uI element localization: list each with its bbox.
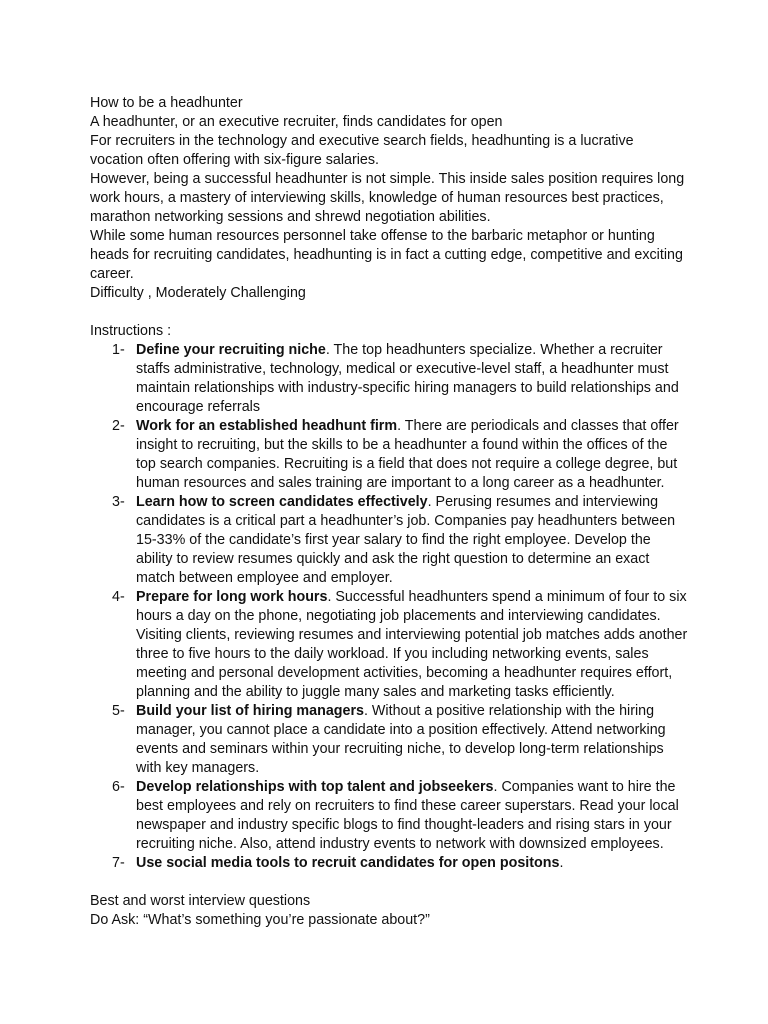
- step-heading: Learn how to screen candidates effectively: [136, 494, 428, 510]
- step-text: . Without a positive relationship with the hiring manager, you cannot place a candidate into a position effectively. Attend networking events and seminars within your recruiting niche, to develop long-term relationships with key managers.: [136, 703, 666, 776]
- step-heading: Work for an established headhunt firm: [136, 418, 398, 434]
- step-number: 2-: [112, 418, 125, 434]
- step-heading: Build your list of hiring managers: [136, 703, 364, 719]
- intro-paragraph: While some human resources personnel take offense to the barbaric metaphor or hunting heads for recruiting candidates, headhunting is in fact a cutting edge, competitive and exciting career.: [90, 228, 683, 282]
- instruction-step: [90, 588, 690, 702]
- step-text: . The top headhunters specialize. Whether a recruiter staffs administrative, technology, medical or executive-level staff, a headhunter must maintain relationships with industry-specific hiring managers to build relationships and encourage referrals: [136, 342, 679, 415]
- section-heading: Best and worst interview questions: [90, 893, 311, 909]
- step-number: 7-: [112, 855, 125, 871]
- spacer: [90, 303, 690, 322]
- difficulty-line: Difficulty , Moderately Challenging: [90, 285, 306, 301]
- step-text: . Companies want to hire the best employees and rely on recruiters to find these career superstars. Read your local newspaper and industry specific blogs to find thought-leaders and rising stars in your recruiting niche. Also, attend industry events to network with downsized employees.: [136, 779, 679, 852]
- instruction-step: [90, 702, 690, 778]
- step-heading: Develop relationships with top talent and jobseekers: [136, 779, 494, 795]
- instruction-step: [90, 778, 690, 854]
- doc-title: How to be a headhunter: [90, 95, 243, 111]
- intro-paragraph: However, being a successful headhunter is not simple. This inside sales position requires long work hours, a mastery of interviewing skills, knowledge of human resources best practices, marathon networking sessions and shrewd negotiation abilities.: [90, 171, 685, 225]
- intro-paragraph: For recruiters in the technology and executive search fields, headhunting is a lucrative vocation often offering with six-figure salaries.: [90, 133, 634, 168]
- step-number: 1-: [112, 342, 125, 358]
- step-text: . There are periodicals and classes that offer insight to recruiting, but the skills to be a headhunter a found within the offices of the top search companies. Recruiting is a field that does not require a college degree, but human resources and sales training are important to a long career as a headhunter.: [136, 418, 679, 491]
- spacer: [90, 873, 690, 892]
- step-text: . Successful headhunters spend a minimum of four to six hours a day on the phone, negotiating job placements and interviewing candidates. Visiting clients, reviewing resumes and interviewing potential job matches adds another three to five hours to the daily workload. If you including networking events, sales meeting and personal development activities, becoming a headhunter requires effort, planning and the ability to juggle many sales and marketing tasks efficiently.: [136, 589, 688, 700]
- instruction-step: [90, 341, 690, 417]
- instruction-step: [90, 417, 690, 493]
- step-text: . Perusing resumes and interviewing candidates is a critical part a headhunter’s job. Companies pay headhunters between 15-33% of the candidate’s first year salary to find the right employee. Develop the ability to review resumes quickly and ask the right question to determine an exact match between employee and employer.: [136, 494, 676, 586]
- step-heading: Define your recruiting niche: [136, 342, 326, 358]
- step-text: .: [559, 855, 564, 871]
- intro-line: A headhunter, or an executive recruiter, finds candidates for open: [90, 114, 503, 130]
- question-line: Do Ask: “What’s something you’re passionate about?”: [90, 912, 430, 928]
- step-heading: Use social media tools to recruit candidates for open positons: [136, 855, 560, 871]
- instructions-list: [90, 341, 690, 873]
- document-page: [90, 94, 690, 930]
- step-number: 4-: [112, 589, 125, 605]
- instruction-step: [90, 854, 690, 873]
- step-number: 5-: [112, 703, 125, 719]
- step-heading: Prepare for long work hours: [136, 589, 328, 605]
- step-number: 6-: [112, 779, 125, 795]
- instruction-step: [90, 493, 690, 588]
- instructions-label: Instructions :: [90, 323, 172, 339]
- step-number: 3-: [112, 494, 125, 510]
